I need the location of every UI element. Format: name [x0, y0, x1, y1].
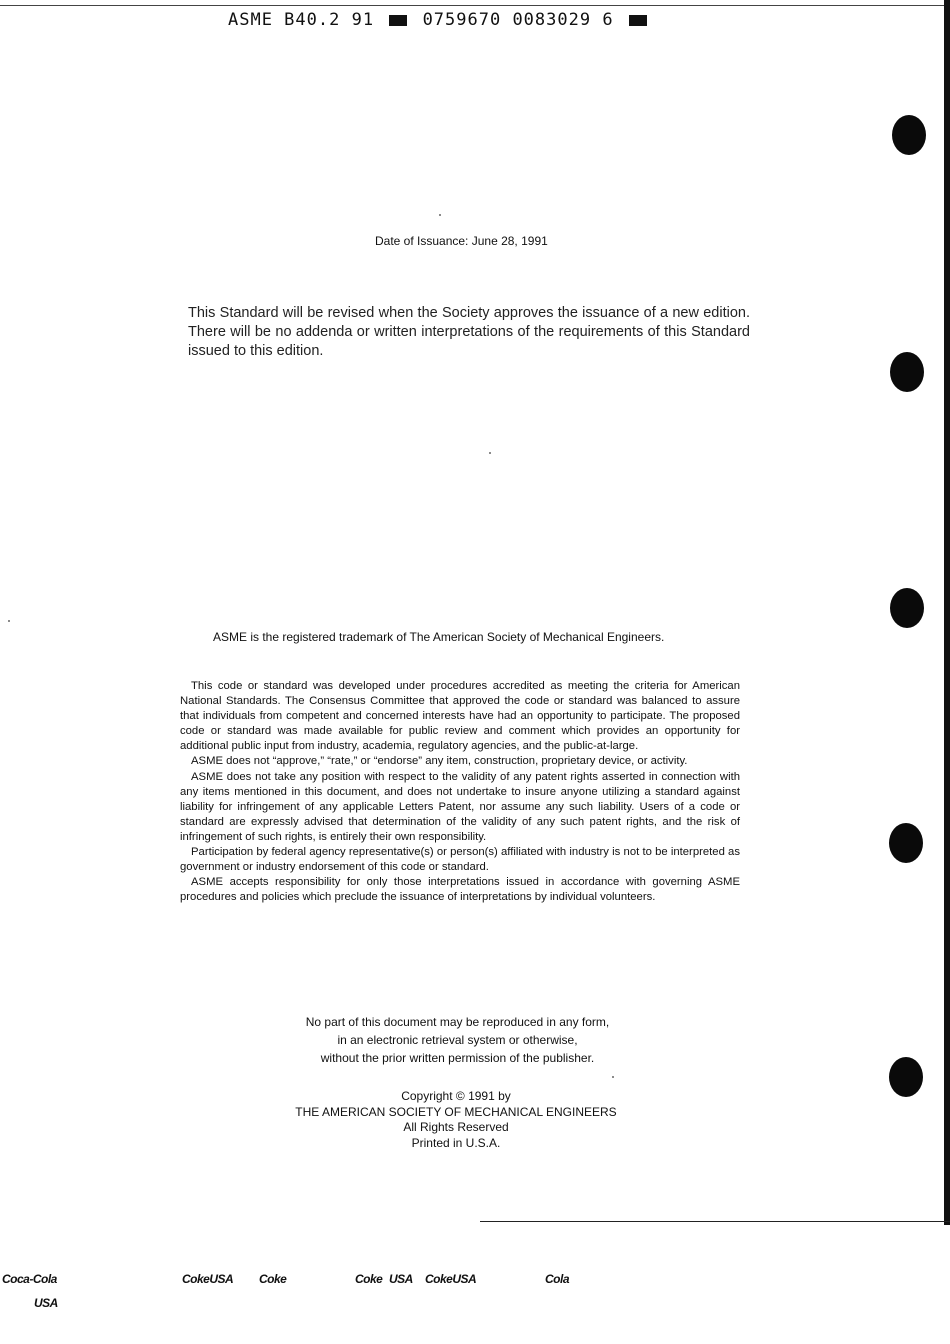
scan-edge-bar: [944, 0, 950, 1225]
watermark-text: Cola: [545, 1272, 570, 1286]
bottom-rule: [480, 1221, 950, 1222]
disclaimer-paragraph: Participation by federal agency representative(s) or person(s) affiliated with industry is not to be interpreted as government or industry endorsement of this code or standard.: [180, 846, 740, 874]
disclaimer-paragraph: This code or standard was developed under procedures accredited as meeting the criteria for American National Standards. The Consensus Committee that approved the code or standard was balanced to assure that individuals from competent and concerned interests have had an opportunity to participate. The proposed code or standard was made available for public review and comment which provides an opportunity for additional public input from industry, academia, regulatory agencies, and the public-at-large.: [180, 680, 740, 753]
date-of-issuance: Date of Issuance: June 28, 1991: [375, 234, 548, 248]
top-border-rule: [0, 5, 950, 6]
disclaimer-paragraph: ASME accepts responsibility for only those interpretations issued in accordance with governing ASME procedures and policies which preclude the issuance of interpretations by individual volunteers.: [180, 876, 740, 904]
header-code-prefix: ASME B40.2 91: [228, 10, 375, 30]
watermark-text: Coke: [259, 1272, 287, 1286]
copyright-line: THE AMERICAN SOCIETY OF MECHANICAL ENGINEERS: [295, 1104, 617, 1119]
disclaimer-paragraph: ASME does not take any position with respect to the validity of any patent rights asserted in connection with any items mentioned in this document, and does not undertake to insure anyone utilizing a standard against liability for infringement of any applicable Letters Patent, nor assume any such liability. Users of a code or standard are expressly advised that determination of the validity of any such patent rights, and the risk of infringement of such rights, is entirely their own responsibility.: [180, 770, 740, 843]
copyright-line: All Rights Reserved: [403, 1120, 509, 1134]
redaction-block: [389, 15, 407, 26]
scan-speck: [489, 452, 491, 454]
document-header-code: [228, 10, 651, 30]
punch-hole: [889, 823, 923, 863]
scan-speck: [612, 1076, 614, 1078]
watermark-text: Coke: [355, 1272, 383, 1286]
watermark-text: CokeUSA: [425, 1272, 477, 1286]
revision-notice: This Standard will be revised when the Society approves the issuance of a new edition. There will be no addenda or written interpretations of the requirements of this Standard issued to this edition.: [188, 305, 750, 359]
notice-line: in an electronic retrieval system or otherwise,: [337, 1033, 578, 1047]
scan-speck: [439, 214, 441, 216]
punch-hole: [890, 588, 924, 628]
redaction-block: [629, 15, 647, 26]
trademark-notice: ASME is the registered trademark of The American Society of Mechanical Engineers.: [213, 630, 665, 644]
disclaimer-text: [180, 679, 740, 905]
copyright-block: [250, 1089, 662, 1151]
header-code-suffix: 0759670 0083029 6: [422, 10, 614, 30]
disclaimer-paragraph: ASME does not “approve,” “rate,” or “endorse” any item, construction, proprietary device, or activity.: [191, 755, 688, 768]
copyright-line: Printed in U.S.A.: [411, 1135, 501, 1150]
notice-line: No part of this document may be reproduced in any form,: [305, 1015, 610, 1029]
watermark-logo: Coca-Cola: [2, 1272, 57, 1286]
watermark-text: USA: [389, 1272, 413, 1286]
scan-speck: [8, 620, 10, 622]
watermark-text: USA: [34, 1296, 58, 1310]
reproduction-notice: [250, 1013, 665, 1067]
notice-line: without the prior written permission of the publisher.: [320, 1051, 595, 1065]
watermark-text: CokeUSA: [182, 1272, 234, 1286]
punch-hole: [890, 352, 924, 392]
punch-hole: [892, 115, 926, 155]
copyright-line: Copyright © 1991 by: [401, 1089, 511, 1103]
punch-hole: [889, 1057, 923, 1097]
